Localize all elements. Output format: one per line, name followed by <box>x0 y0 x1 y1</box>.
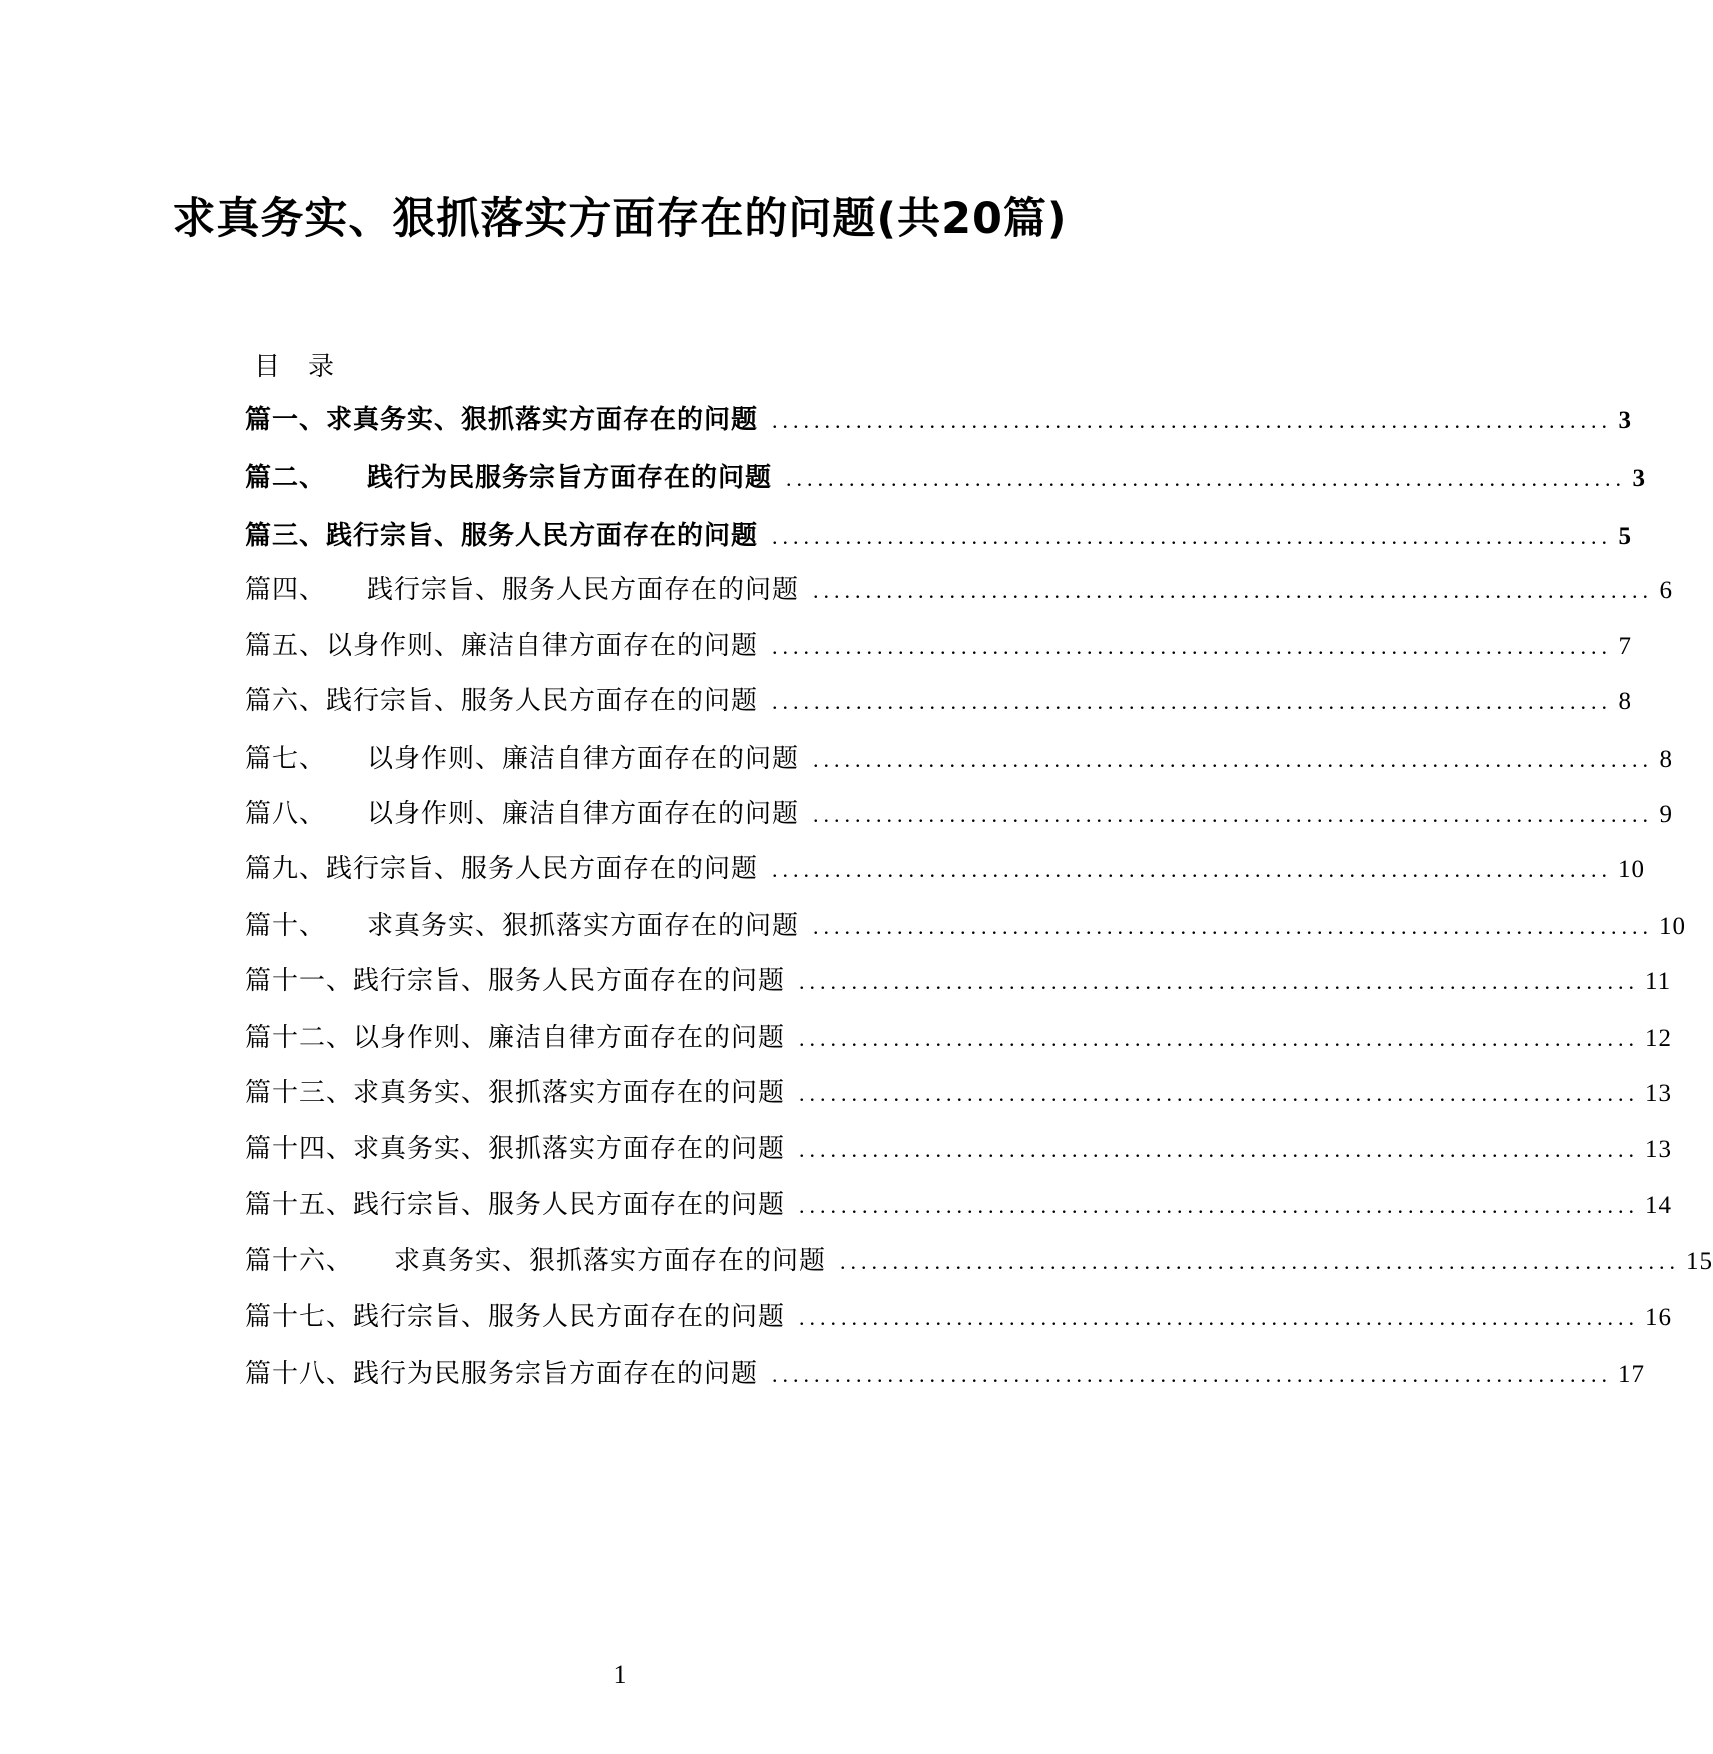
toc-entry-label: 篇十二、以身作则、廉洁自律方面存在的问题 <box>245 1023 786 1053</box>
toc-entry[interactable] <box>245 681 1633 721</box>
toc-entry[interactable] <box>245 794 1674 834</box>
toc-entry[interactable] <box>245 400 1633 440</box>
toc-dot-leader: ................................................................................ <box>813 802 1654 827</box>
toc-dot-leader: ................................................................................ <box>799 1137 1640 1162</box>
toc-entry[interactable] <box>245 626 1633 666</box>
toc-entry-label: 篇七、 以身作则、廉洁自律方面存在的问题 <box>245 744 800 774</box>
toc-entry-label: 篇二、 践行为民服务宗旨方面存在的问题 <box>245 463 773 493</box>
toc-entry-page: 14 <box>1645 1192 1673 1219</box>
document-title: 求真务实、狠抓落实方面存在的问题(共20篇) <box>172 194 1068 244</box>
toc-entry-page: 13 <box>1645 1136 1673 1163</box>
toc-entry-label: 篇十五、践行宗旨、服务人民方面存在的问题 <box>245 1190 786 1220</box>
toc-entry-label: 篇八、 以身作则、廉洁自律方面存在的问题 <box>245 799 800 829</box>
toc-entry-page: 15 <box>1686 1248 1713 1275</box>
toc-entry[interactable] <box>245 906 1687 946</box>
toc-entry-label: 篇十、 求真务实、狠抓落实方面存在的问题 <box>245 911 800 941</box>
toc-entry[interactable] <box>245 1129 1673 1169</box>
toc-entry[interactable] <box>245 1297 1673 1337</box>
toc-entry-label: 篇三、践行宗旨、服务人民方面存在的问题 <box>245 521 759 551</box>
toc-entry-page: 8 <box>1618 688 1633 715</box>
toc-dot-leader: ................................................................................ <box>813 747 1654 772</box>
toc-entry[interactable] <box>245 458 1647 498</box>
toc-entry-page: 10 <box>1618 856 1646 883</box>
toc-entry-page: 7 <box>1618 633 1633 660</box>
toc-entry-page: 13 <box>1645 1080 1673 1107</box>
toc-entry-label: 篇十一、践行宗旨、服务人民方面存在的问题 <box>245 966 786 996</box>
toc-dot-leader: ................................................................................ <box>799 969 1640 994</box>
toc-entry[interactable] <box>245 849 1646 889</box>
toc-entry-label: 篇十六、 求真务实、狠抓落实方面存在的问题 <box>245 1246 827 1276</box>
toc-entry-label: 篇六、践行宗旨、服务人民方面存在的问题 <box>245 686 759 716</box>
toc-entry[interactable] <box>245 961 1672 1001</box>
toc-dot-leader: ................................................................................ <box>799 1081 1640 1106</box>
toc-entry-page: 8 <box>1659 746 1674 773</box>
toc-dot-leader: ................................................................................ <box>772 408 1613 433</box>
toc-entry-page: 12 <box>1645 1025 1673 1052</box>
toc-entry-label: 篇四、 践行宗旨、服务人民方面存在的问题 <box>245 575 800 605</box>
toc-entry[interactable] <box>245 1241 1713 1281</box>
toc-entry-label: 篇十八、践行为民服务宗旨方面存在的问题 <box>245 1359 759 1389</box>
toc-dot-leader: ................................................................................ <box>840 1249 1681 1274</box>
toc-entry[interactable] <box>245 739 1674 779</box>
toc-entry[interactable] <box>245 1354 1646 1394</box>
toc-dot-leader: ................................................................................ <box>799 1305 1640 1330</box>
toc-dot-leader: ................................................................................ <box>786 466 1627 491</box>
toc-entry-label: 篇十四、求真务实、狠抓落实方面存在的问题 <box>245 1134 786 1164</box>
toc-entry-page: 17 <box>1618 1361 1646 1388</box>
toc-entry[interactable] <box>245 570 1674 610</box>
toc-entry-page: 10 <box>1659 913 1687 940</box>
toc-dot-leader: ................................................................................ <box>799 1193 1640 1218</box>
toc-entry[interactable] <box>245 1185 1673 1225</box>
toc-dot-leader: ................................................................................ <box>813 578 1654 603</box>
toc-dot-leader: ................................................................................ <box>772 524 1613 549</box>
toc-dot-leader: ................................................................................ <box>772 689 1613 714</box>
toc-entry-label: 篇一、求真务实、狠抓落实方面存在的问题 <box>245 405 759 435</box>
toc-entry-page: 16 <box>1645 1304 1673 1331</box>
toc-entry-label: 篇九、践行宗旨、服务人民方面存在的问题 <box>245 854 759 884</box>
toc-entry-page: 6 <box>1659 577 1674 604</box>
toc-entry-label: 篇十七、践行宗旨、服务人民方面存在的问题 <box>245 1302 786 1332</box>
toc-entry-page: 9 <box>1659 801 1674 828</box>
page-number: 1 <box>613 1660 627 1689</box>
toc-entry-page: 3 <box>1618 407 1633 434</box>
toc-entry-page: 5 <box>1618 523 1633 550</box>
toc-entry-label: 篇十三、求真务实、狠抓落实方面存在的问题 <box>245 1078 786 1108</box>
toc-entry-page: 3 <box>1632 465 1647 492</box>
toc-entry[interactable] <box>245 1018 1673 1058</box>
toc-entry[interactable] <box>245 516 1633 556</box>
toc-dot-leader: ................................................................................ <box>772 857 1613 882</box>
toc-entry-label: 篇五、以身作则、廉洁自律方面存在的问题 <box>245 631 759 661</box>
toc-dot-leader: ................................................................................ <box>772 634 1613 659</box>
toc-dot-leader: ................................................................................ <box>813 914 1654 939</box>
toc-dot-leader: ................................................................................ <box>799 1026 1640 1051</box>
toc-heading: 目录 <box>254 352 363 382</box>
toc-entry-page: 11 <box>1645 968 1672 995</box>
toc-entry[interactable] <box>245 1073 1673 1113</box>
toc-dot-leader: ................................................................................ <box>772 1362 1613 1387</box>
